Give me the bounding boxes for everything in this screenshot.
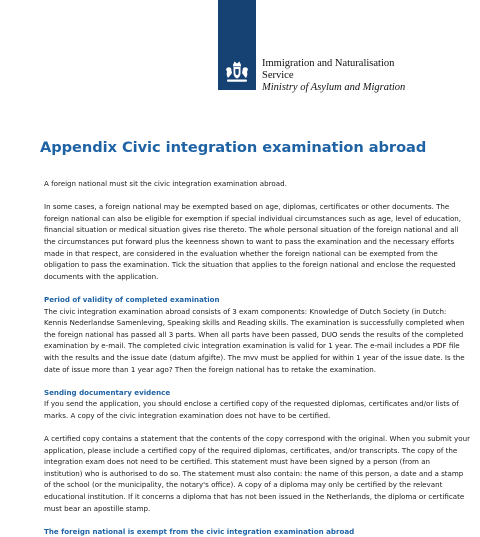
evidence-paragraph-2: A certified copy contains a statement that the contents of the copy correspond with the original. When you submit your application, please include a certified copy of the required diplomas, certificates, and/or transcripts. The copy of the integration exam does not need to be certified. This statement must have been signed by a person (from an institution) who is authorised to do so. The statement must also contain: the name of this person, a date and a stamp of the school (or the municipality, the notary's office). A copy of a diploma may only be certified by the relevant educational institution. If it concerns a diploma that has not been issued in the Netherlands, the diploma or certificate must bear an apostille stamp. bbox=[44, 434, 470, 513]
section-heading-validity: Period of validity of completed examination bbox=[44, 294, 220, 304]
org-name-line-2: Service bbox=[262, 70, 294, 81]
dutch-royal-crest-icon bbox=[224, 60, 250, 84]
intro-paragraph-2: In some cases, a foreign national may be exempted based on age, diplomas, certificates or other documents. The foreign national can also be eligible for exemption if special individual circumstances such as age, level of education, financial situation or medical situation gives rise thereto. The whole personal situation of the foreign national and all the circumstances put forward plus the keenness shown to want to pass the examination and the necessary efforts made in that respect, are considered in the evaluation whether the foreign national can be exempted from the obligation to pass the examination. Tick the situation that applies to the foreign national and enclose the requested documents with the application. bbox=[44, 202, 462, 281]
section-heading-exempt: The foreign national is exempt from the civic integration examination abroad bbox=[44, 526, 355, 536]
organization-name bbox=[262, 58, 405, 94]
intro-paragraph-1: A foreign national must sit the civic integration examination abroad. bbox=[44, 179, 287, 188]
document-body bbox=[44, 178, 470, 537]
page-title: Appendix Civic integration examination abroad bbox=[40, 139, 427, 156]
validity-paragraph: The civic integration examination abroad consists of 3 exam components: Knowledge of Dutch Society (in Dutch: Kennis Nederlandse Samenleving, Speaking skills and Reading skills. The examination is successfully completed when the foreign national has passed all 3 parts. When all parts have been passed, DUO sends the results of the completed examination by e-mail. The completed civic integration examination is valid for 1 year. The e-mail includes a PDF file with the results and the issue date (datum afgifte). The mvv must be applied for within 1 year of the issue date. Is the date of issue more than 1 year ago? Then the foreign national has to retake the examination. bbox=[44, 306, 465, 374]
org-name-line-1: Immigration and Naturalisation bbox=[262, 58, 395, 69]
ministry-name: Ministry of Asylum and Migration bbox=[262, 82, 406, 93]
section-heading-evidence: Sending documentary evidence bbox=[44, 387, 171, 397]
evidence-paragraph-1: If you send the application, you should enclose a certified copy of the requested diplomas, certificates and/or lists of marks. A copy of the civic integration examination does not have to be certified. bbox=[44, 399, 459, 420]
